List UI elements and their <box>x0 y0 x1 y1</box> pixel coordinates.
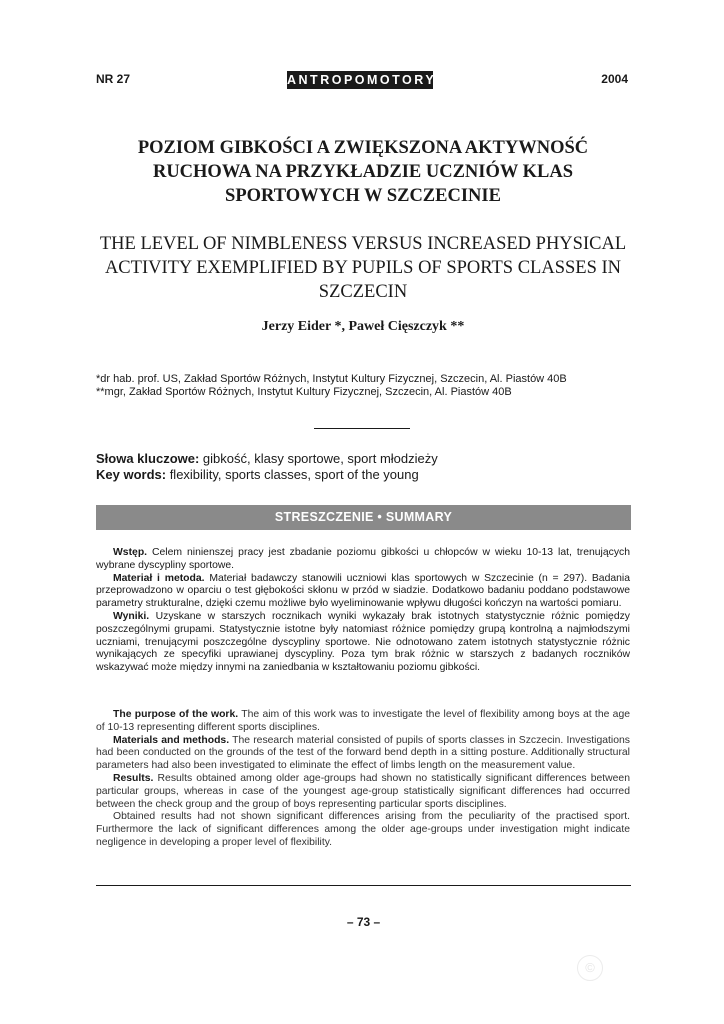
affiliation-2: **mgr, Zakład Sportów Różnych, Instytut Kultury Fizycznej, Szczecin, Al. Piastów 40B <box>96 386 512 398</box>
authors: Jerzy Eider *, Paweł Cięszczyk ** <box>261 319 465 334</box>
summary-section-header: STRESZCZENIE • SUMMARY <box>96 505 631 530</box>
paragraph-text: The research material consisted of pupils of sports classes in Szczecin. Investigations had been conducted on the grounds of the test of the forward bend depth in a sitting posture. Additionally structural parameters had also been investigated to eliminate the effect of limbs length on the measurement value. <box>96 734 630 772</box>
paragraph-text: Results obtained among older age-groups had shown no statistically significant differences between particular groups, whereas in case of the youngest age-group statistically significant differences had occurred between the check group and the group of boys representing particular sports disciplines. <box>96 772 630 810</box>
abstract-paragraph <box>96 547 630 573</box>
abstract-paragraph <box>96 611 630 675</box>
paragraph-text: Celem ninienszej pracy jest zbadanie poziomu gibkości u chłopców w wieku 10-13 lat, trenujących wybrane dyscypliny sportowe. <box>96 547 630 571</box>
keywords-polish <box>96 451 438 467</box>
paragraph-label: Wyniki. <box>113 610 150 622</box>
paragraph-text: Materiał badawczy stanowili uczniowi klas sportowych w Szczecinie (n = 297). Badania przeprowadzono w oparciu o test głębokości skłonu w przód w siadzie. Dodatkowo badaniu poddano podstawowe parametry strukturalne, dzięki czemu możliwe było wyeliminowanie wpływu długości kończyn na wartości pomiaru. <box>96 572 630 610</box>
abstract-paragraph <box>96 709 630 735</box>
keywords-polish-text: gibkość, klasy sportowe, sport młodzieży <box>199 451 438 466</box>
title-english: THE LEVEL OF NIMBLENESS VERSUS INCREASED PHYSICAL ACTIVITY EXEMPLIFIED BY PUPILS OF SPORTS CLASSES IN SZCZECIN <box>99 234 627 302</box>
title-polish: POZIOM GIBKOŚCI A ZWIĘKSZONA AKTYWNOŚĆ RUCHOWA NA PRZYKŁADZIE UCZNIÓW KLAS SPORTOWYCH W SZCZECINIE <box>137 138 589 206</box>
paragraph-label: The purpose of the work. <box>113 709 239 720</box>
keywords-polish-label: Słowa kluczowe: <box>96 451 200 466</box>
affiliation-1: *dr hab. prof. US, Zakład Sportów Różnych, Instytut Kultury Fizycznej, Szczecin, Al. Piastów 40B <box>96 373 567 385</box>
paragraph-label: Materiał i metoda. <box>113 572 205 584</box>
paragraph-label: Wstęp. <box>113 547 148 558</box>
journal-name: ANTROPOMOTORYKA <box>287 73 460 87</box>
paragraph-label: Materials and methods. <box>113 734 230 746</box>
short-divider <box>314 428 410 429</box>
paragraph-text: The aim of this work was to investigate the level of flexibility among boys at the age of 10-13 representing different sports disciplines. <box>96 709 630 733</box>
paragraph-label: Results. <box>113 772 154 784</box>
year: 2004 <box>601 72 628 86</box>
abstract-paragraph <box>96 811 630 849</box>
abstract-polish <box>96 547 630 675</box>
abstract-paragraph <box>96 573 630 611</box>
page-number: – 73 – <box>346 915 381 929</box>
abstract-paragraph <box>96 735 630 773</box>
paragraph-text: Uzyskane w starszych rocznikach wyniki wykazały brak istotnych statystycznie różnic pomiędzy poszczególnymi grupami. Statystycznie istotne były natomiast różnice pomiędzy grupą kontrolną a najmłodszymi uczniami, trenującymi poszczególne dyscypliny sportowe. Nie odnotowano zatem istotnych statystycznie różnic wynikających ze specyfiki uprawianej dyscypliny. Poza tym brak różnic w starszych z badanych roczników wskazywać może między innymi na zaniedbania w kształtowaniu poziomu gibkości. <box>96 610 630 674</box>
keywords-english-label: Key words: <box>96 467 167 482</box>
issue-number: NR 27 <box>96 72 131 86</box>
keywords-english-text: flexibility, sports classes, sport of the young <box>166 467 419 482</box>
keywords-english <box>96 467 419 483</box>
bottom-divider <box>96 885 631 886</box>
watermark-logo-icon: © <box>577 955 603 981</box>
abstract-paragraph <box>96 773 630 811</box>
abstract-english <box>96 709 630 850</box>
paragraph-text: Obtained results had not shown significant differences arising from the peculiarity of the practised sport. Furthermore the lack of significant differences among the older age-groups under investigation might indicate negligence in developing a proper level of flexibility. <box>96 811 630 848</box>
